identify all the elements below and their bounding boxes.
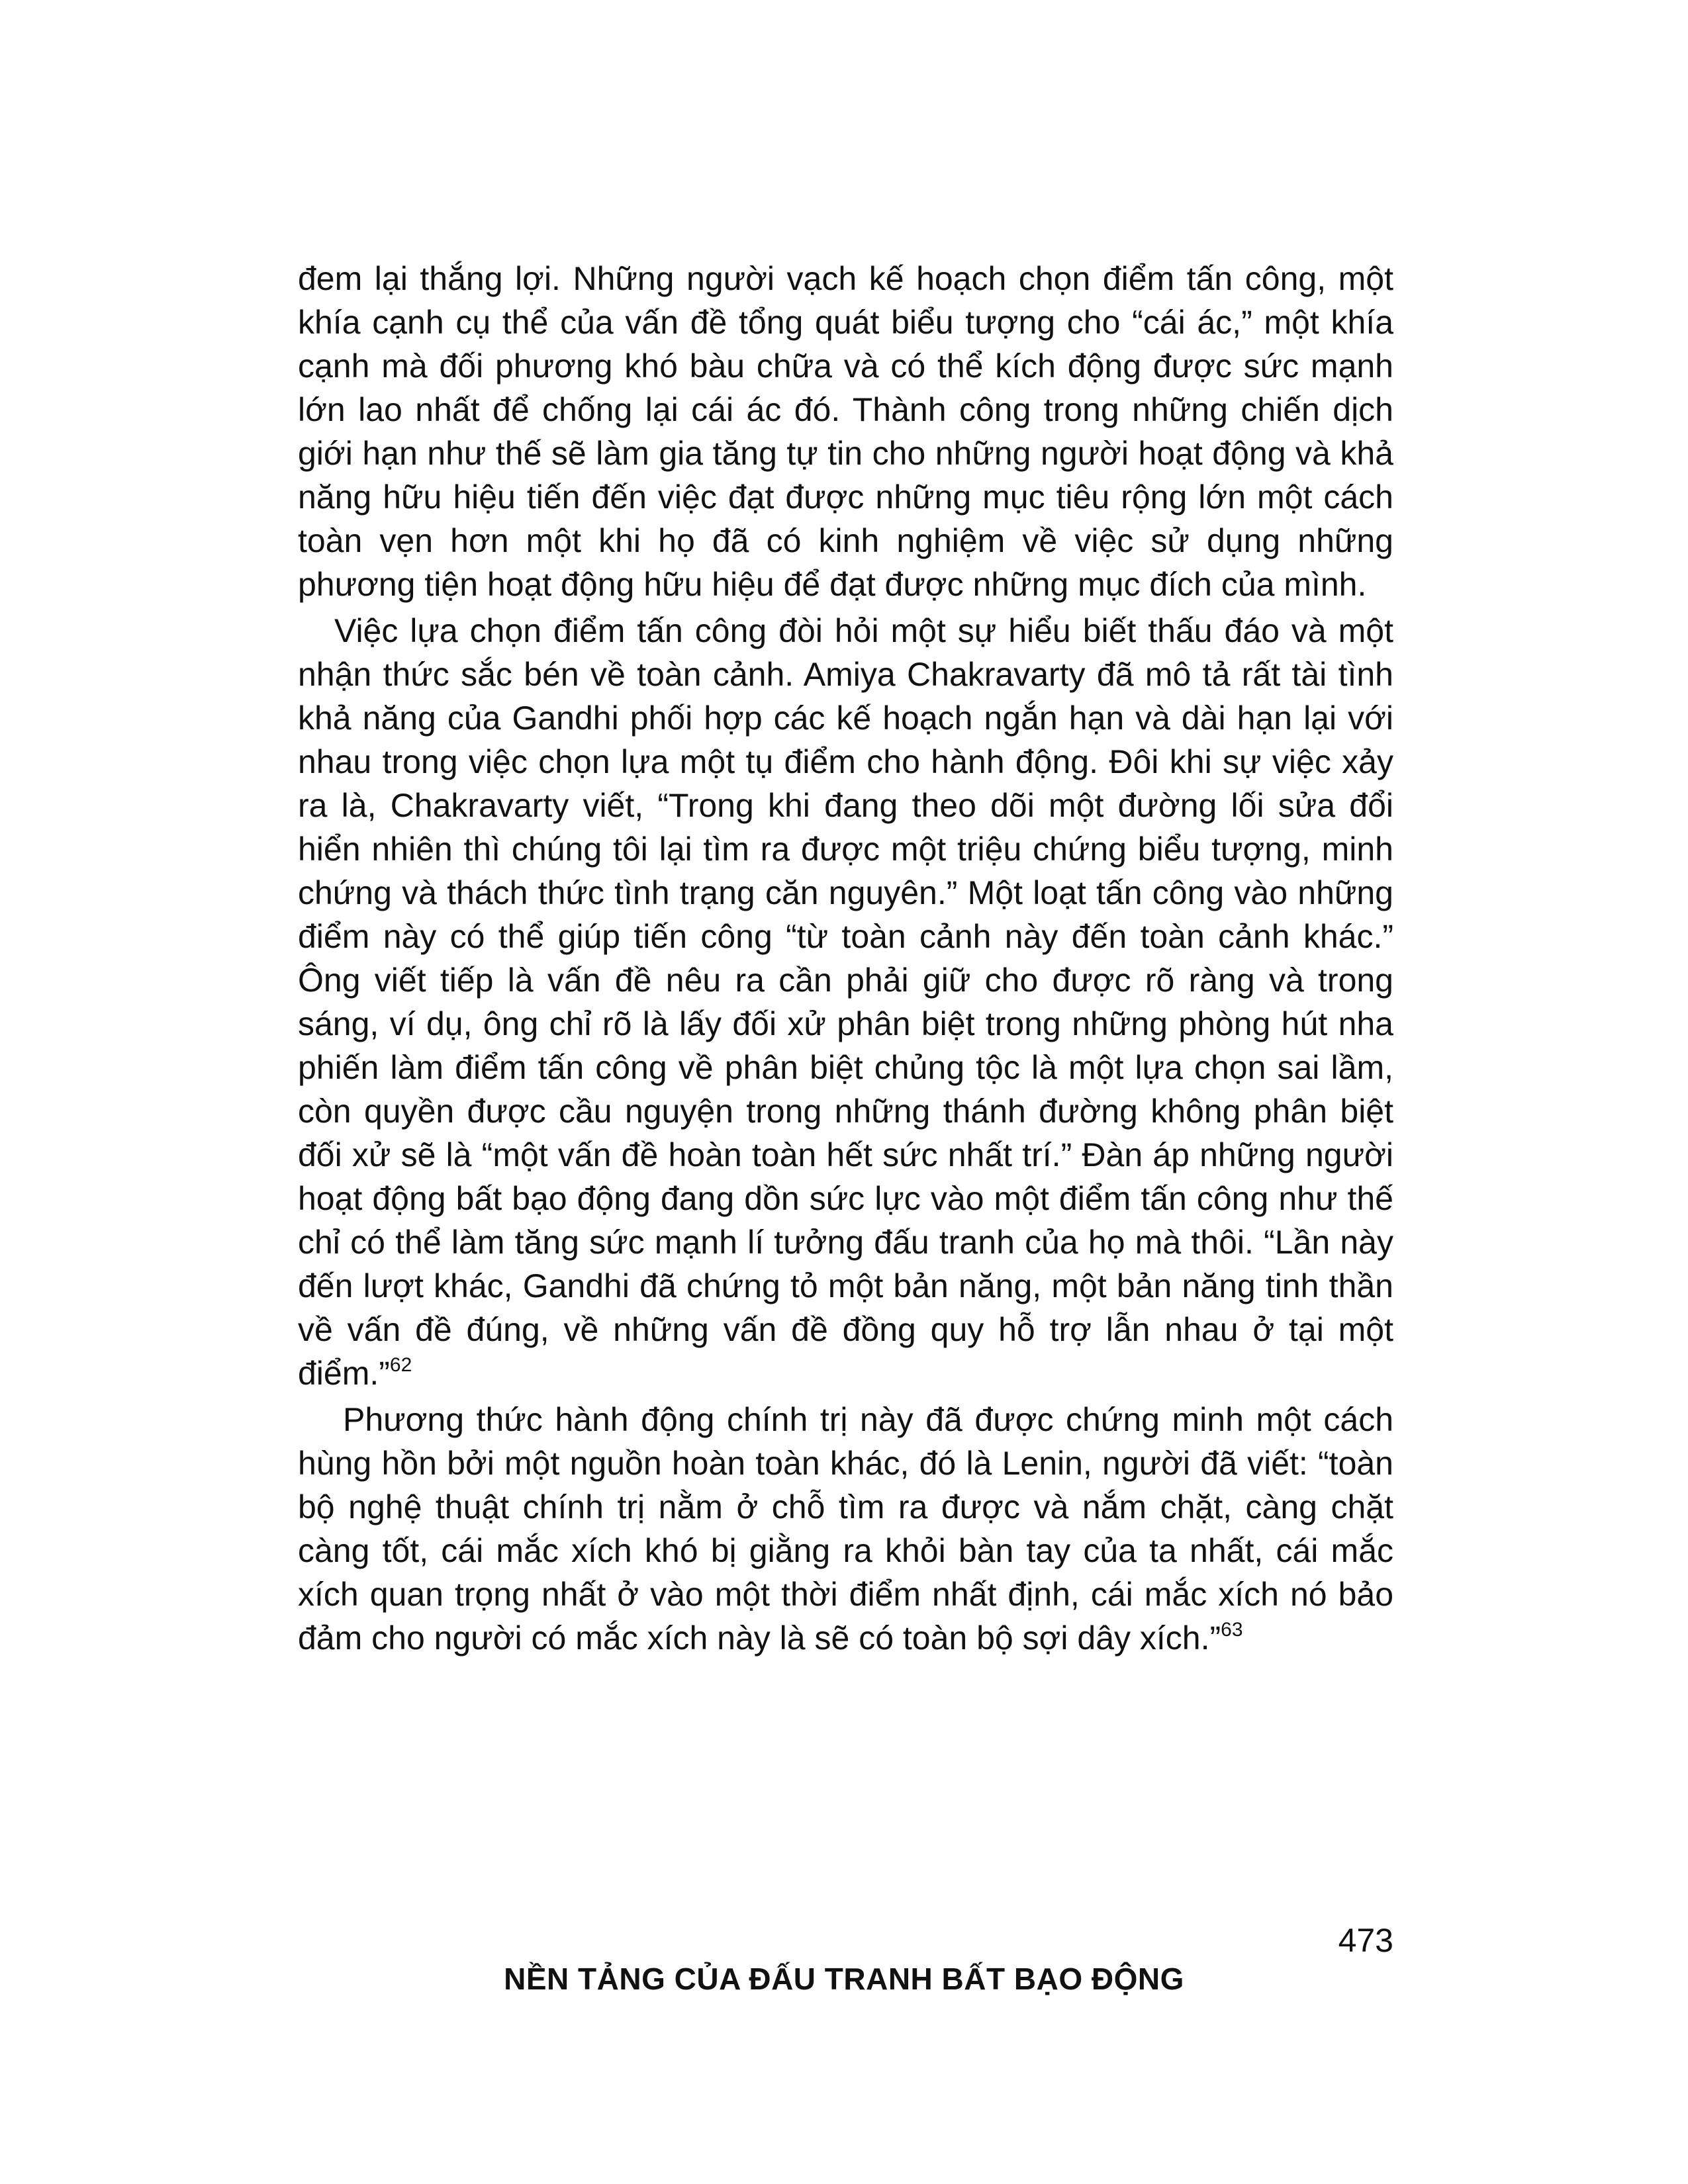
body-text (298, 257, 1393, 1662)
paragraph-2 (298, 609, 1393, 1395)
paragraph-3 (298, 1398, 1393, 1660)
paragraph-1 (298, 257, 1393, 606)
paragraph-2-text: Việc lựa chọn điểm tấn công đòi hỏi một sự hiểu biết thấu đáo và một nhận thức sắc bén về toàn cảnh. Amiya Chakravarty đã mô tả rất tài tình khả năng của Gandhi phối hợp các kế hoạch ngắn hạn và dài hạn lại với nhau trong việc chọn lựa một tụ điểm cho hành động. Đôi khi sự việc xảy ra là, Chakravarty viết, “Trong khi đang theo dõi một đường lối sửa đổi hiển nhiên thì chúng tôi lại tìm ra được một triệu chứng biểu tượng, minh chứng và thách thức tình trạng căn nguyên.” Một loạt tấn công vào những điểm này có thể giúp tiến công “từ toàn cảnh này đến toàn cảnh khác.” Ông viết tiếp là vấn đề nêu ra cần phải giữ cho được rõ ràng và trong sáng, ví dụ, ông chỉ rõ là lấy đối xử phân biệt trong những phòng hút nha phiến làm điểm tấn công về phân biệt chủng tộc là một lựa chọn sai lầm, còn quyền được cầu nguyện trong những thánh đường không phân biệt đối xử sẽ là “một vấn đề hoàn toàn hết sức nhất trí.” Đàn áp những người hoạt động bất bạo động đang dồn sức lực vào một điểm tấn công như thế chỉ có thể làm tăng sức mạnh lí tưởng đấu tranh của họ mà thôi. “Lần này đến lượt khác, Gandhi đã chứng tỏ một bản năng, một bản năng tinh thần về vấn đề đúng, về những vấn đề đồng quy hỗ trợ lẫn nhau ở tại một điểm.” (298, 612, 1393, 1392)
page-number: 473 (1338, 1922, 1393, 1959)
running-footer: NỀN TẢNG CỦA ĐẤU TRANH BẤT BẠO ĐỘNG (504, 1962, 1184, 1996)
footnote-marker-63[interactable]: 63 (1221, 1619, 1243, 1641)
footnote-marker-62[interactable]: 62 (389, 1354, 412, 1376)
paragraph-1-text: đem lại thắng lợi. Những người vạch kế hoạch chọn điểm tấn công, một khía cạnh cụ thể của vấn đề tổng quát biểu tượng cho “cái ác,” một khía cạnh mà đối phương khó bàu chữa và có thể kích động được sức mạnh lớn lao nhất để chống lại cái ác đó. Thành công trong những chiến dịch giới hạn như thế sẽ làm gia tăng tự tin cho những người hoạt động và khả năng hữu hiệu tiến đến việc đạt được những mục tiêu rộng lớn một cách toàn vẹn hơn một khi họ đã có kinh nghiệm về việc sử dụng những phương tiện hoạt động hữu hiệu để đạt được những mục đích của mình. (298, 260, 1393, 603)
paragraph-3-text: Phương thức hành động chính trị này đã được chứng minh một cách hùng hồn bởi một nguồn hoàn toàn khác, đó là Lenin, người đã viết: “toàn bộ nghệ thuật chính trị nằm ở chỗ tìm ra được và nắm chặt, càng chặt càng tốt, cái mắc xích khó bị giằng ra khỏi bàn tay của ta nhất, cái mắc xích quan trọng nhất ở vào một thời điểm nhất định, cái mắc xích nó bảo đảm cho người có mắc xích này là sẽ có toàn bộ sợi dây xích.” (298, 1401, 1393, 1657)
